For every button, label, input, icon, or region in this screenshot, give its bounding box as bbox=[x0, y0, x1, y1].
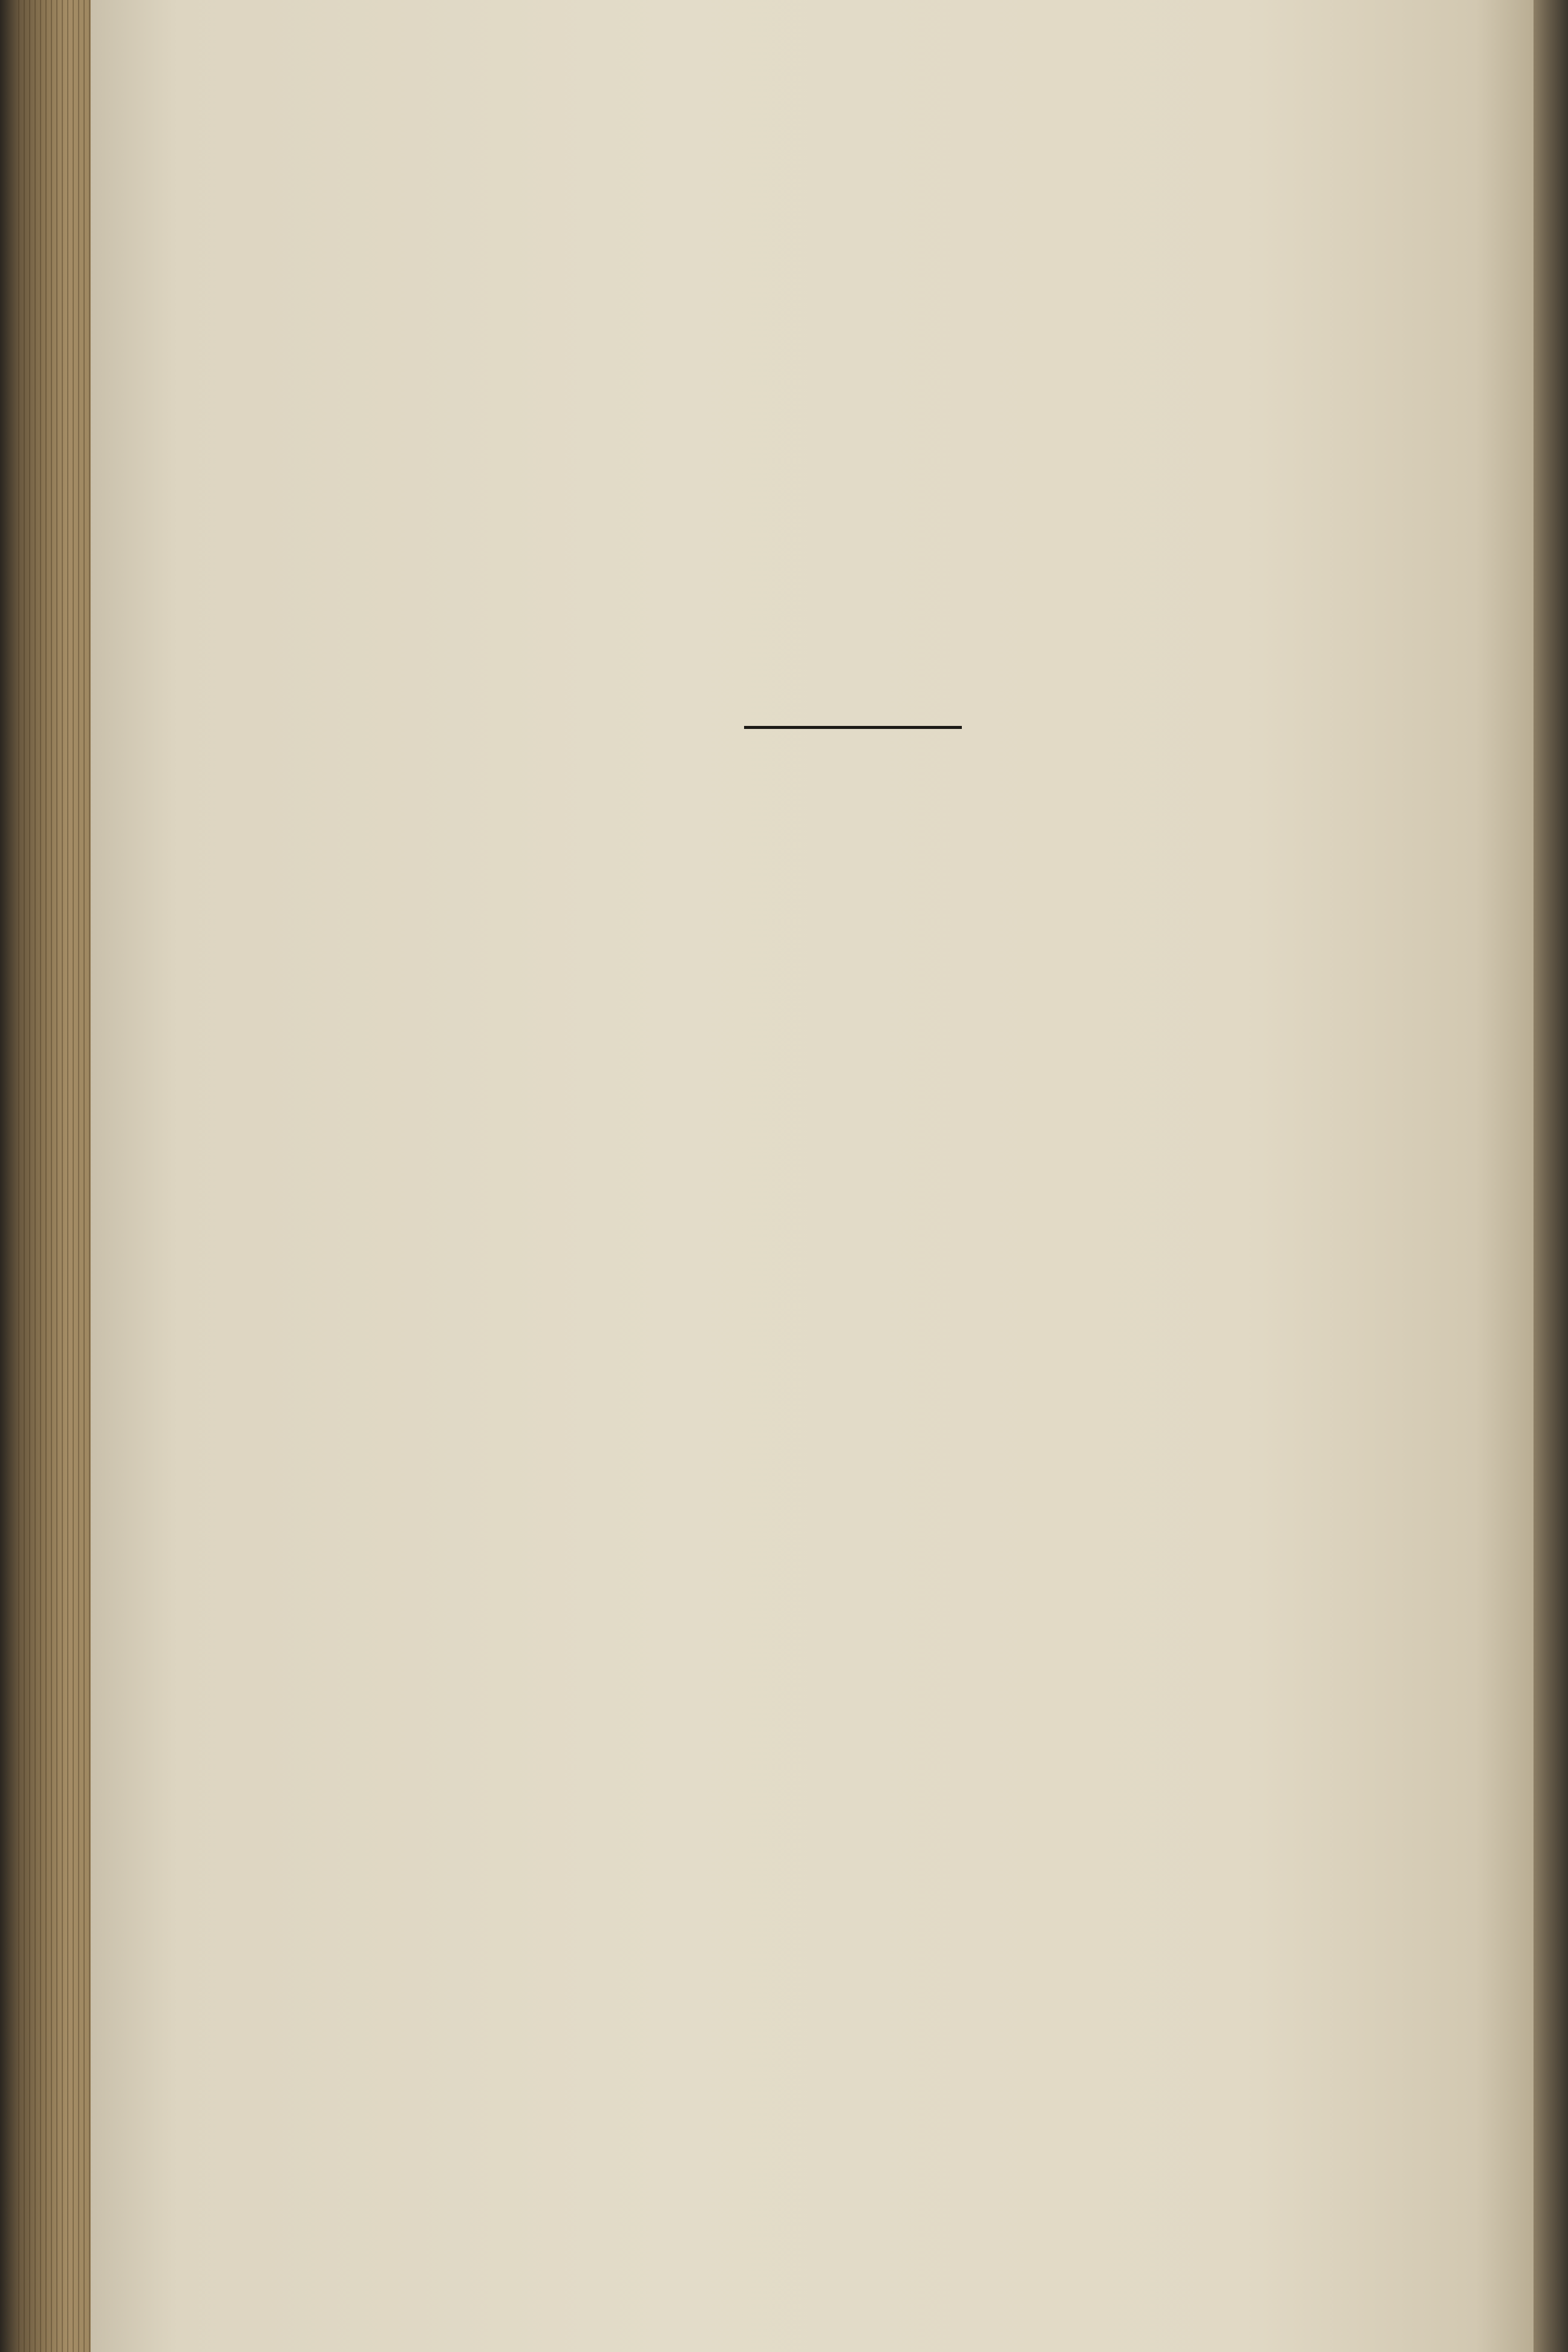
book-page bbox=[91, 0, 1534, 2352]
facing-page-edge bbox=[1534, 0, 1568, 2352]
section-divider bbox=[744, 726, 962, 729]
page-edges bbox=[18, 0, 91, 2352]
